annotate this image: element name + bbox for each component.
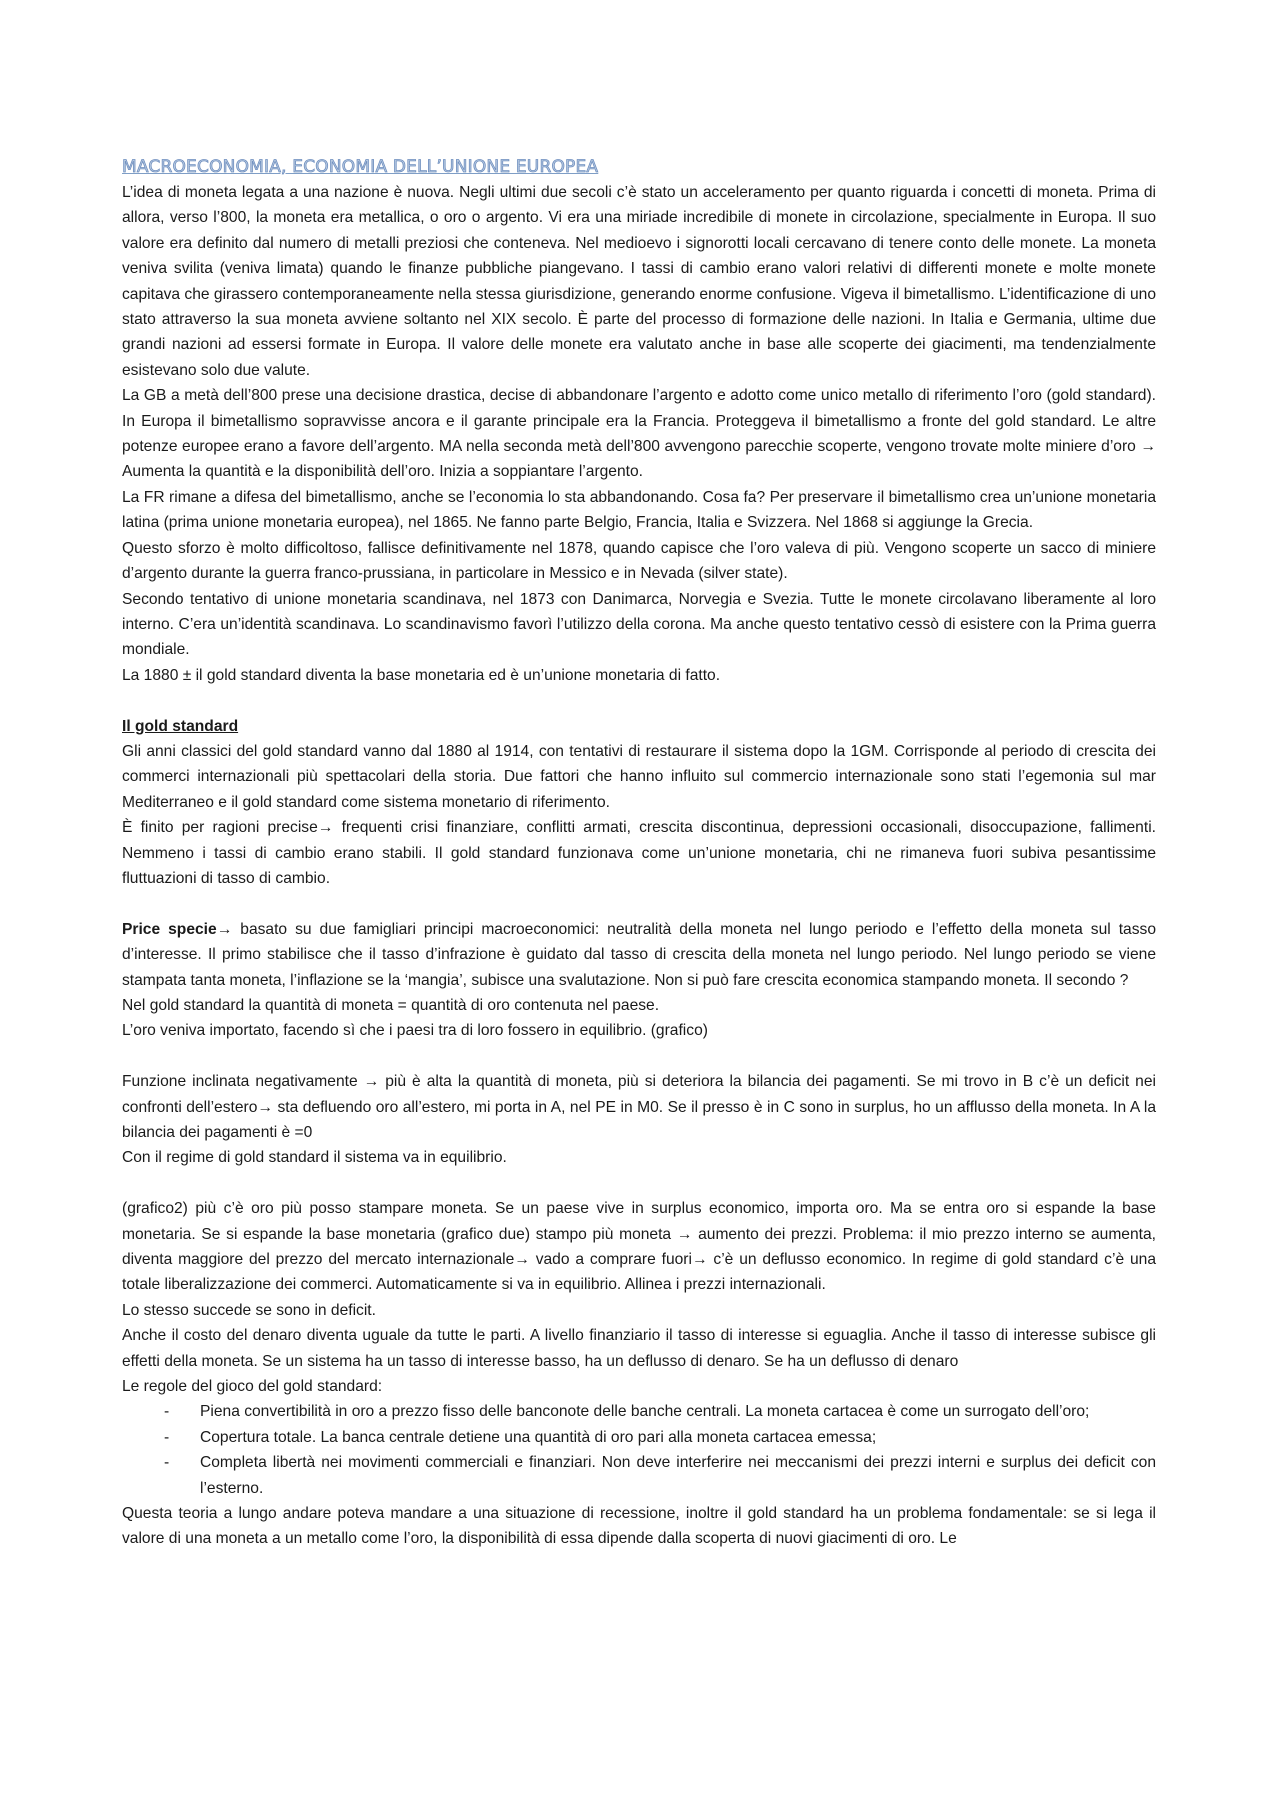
section-heading: Il gold standard xyxy=(122,717,239,735)
spacer xyxy=(122,1171,1156,1196)
list-item: - Completa libertà nei movimenti commerciali e finanziari. Non deve interferire nei meccanismi dei prezzi interni e surplus dei deficit con l’esterno. xyxy=(122,1450,1156,1501)
intro-paragraph: La 1880 ± il gold standard diventa la base monetaria ed è un’unione monetaria di fatto. xyxy=(122,666,721,684)
section-paragraph: Anche il costo del denaro diventa uguale da tutte le parti. A livello finanziario il tasso di interesse si eguaglia. Anche il tasso di interesse subisce gli effetti della moneta. Se un sistema ha un tasso di interesse basso, ha un deflusso di denaro. Se ha un deflusso di denaro xyxy=(122,1327,1156,1370)
section-paragraph: Gli anni classici del gold standard vanno dal 1880 al 1914, con tentativi di restaurare il sistema dopo la 1GM. Corrisponde al periodo di crescita dei commerci internazionali più spettacolari della storia. Due fattori che hanno influito sul commercio internazionale sono stati l’egemonia sul mar Mediterraneo e il gold standard come sistema monetario di riferimento. xyxy=(122,742,1156,811)
intro-paragraph: La FR rimane a difesa del bimetallismo, anche se l’economia lo sta abbandonando. Cosa fa? Per preservare il bimetallismo crea un’unione monetaria latina (prima unione monetaria europea), nel 1865. Ne fanno parte Belgio, Francia, Italia e Svizzera. Nel 1868 si aggiunge la Grecia. xyxy=(122,488,1156,532)
intro-paragraph: La GB a metà dell’800 prese una decisione drastica, decise di abbandonare l’argento e adotto come unico metallo di riferimento l’oro (gold standard). In Europa il bimetallismo sopravvisse ancora e il garante principale era la Francia. Proteggeva il bimetallismo a fronte del gold standard. Le altre potenze europee erano a favore dell’argento. MA nella seconda metà dell’800 avvengono parecchie scoperte, vengono trovate molte miniere d’oro → Aumenta la quantità e la disponibilità dell’oro. Inizia a soppiantare l’argento. xyxy=(122,387,1156,481)
spacer xyxy=(122,1044,1156,1069)
price-specie-paragraph xyxy=(122,917,1156,993)
price-specie-section xyxy=(122,917,1156,1044)
gold-standard-section xyxy=(122,714,1156,892)
list-item: - Piena convertibilità in oro a prezzo fisso delle banconote delle banche centrali. La moneta cartacea è come un surrogato dell’oro; xyxy=(122,1399,1156,1424)
spacer xyxy=(122,688,1156,713)
intro-section xyxy=(122,180,1156,688)
document-page xyxy=(122,154,1156,1552)
price-specie-text: → basato su due famigliari principi macroeconomici: neutralità della moneta nel lungo periodo e l’effetto della moneta sul tasso d’interesse. Il primo stabilisce che il tasso d’infrazione è guidato dal tasso di crescita della moneta nel lungo periodo. Nel lungo periodo se viene stampata tanta moneta, l’inflazione se la ‘mangia’, subisce una svalutazione. Non si può fare crescita economica stampando moneta. Il secondo ? xyxy=(122,920,1156,989)
document-title: MACROECONOMIA, ECONOMIA DELL’UNIONE EUROPEA xyxy=(122,157,599,177)
intro-paragraph: L’idea di moneta legata a una nazione è nuova. Negli ultimi due secoli c’è stato un acceleramento per quanto riguarda i concetti di moneta. Prima di allora, verso l’800, la moneta era metallica, o oro o argento. Vi era una miriade incredibile di monete in circolazione, specialmente in Europa. Il suo valore era definito dal numero di metalli preziosi che conteneva. Nel medioevo i signorotti locali cercavano di tenere conto delle monete. La moneta veniva svilita (veniva limata) quando le finanze pubbliche piangevano. I tassi di cambio erano valori relativi di differenti monete e molte monete capitava che girassero contemporaneamente nella stessa giurisdizione, generando enorme confusione. Vigeva il bimetallismo. L’identificazione di uno stato attraverso la sua moneta avviene soltanto nel XIX secolo. È parte del processo di formazione delle nazioni. In Italia e Germania, ultime due grandi nazioni ad essersi formate in Europa. Il valore delle monete era valutato anche in base alle scoperte dei giacimenti, ma tendenzialmente esistevano solo due valute. xyxy=(122,184,1156,379)
closing-paragraph: Questa teoria a lungo andare poteva mandare a una situazione di recessione, inoltre il gold standard ha un problema fondamentale: se si lega il valore di una moneta a un metallo come l’oro, la disponibilità di essa dipende dalla scoperta di nuovi giacimenti di oro. Le xyxy=(122,1505,1156,1548)
price-specie-label: Price specie xyxy=(122,920,217,938)
section-paragraph: (grafico2) più c’è oro più posso stampare moneta. Se un paese vive in surplus economico, importa oro. Ma se entra oro si espande la base monetaria. Se si espande la base monetaria (grafico due) stampo più moneta → aumento dei prezzi. Problema: il mio prezzo interno se aumenta, diventa maggiore del prezzo del mercato internazionale→ vado a comprare fuori→ c’è un deflusso economico. In regime di gold standard c’è una totale liberalizzazione dei commerci. Automaticamente si va in equilibrio. Allinea i prezzi internazionali. xyxy=(122,1200,1156,1294)
list-item: - Copertura totale. La banca centrale detiene una quantità di oro pari alla moneta cartacea emessa; xyxy=(122,1425,1156,1450)
section-paragraph: Lo stesso succede se sono in deficit. xyxy=(122,1301,376,1319)
section-paragraph: Con il regime di gold standard il sistema va in equilibrio. xyxy=(122,1149,507,1167)
funzione-section xyxy=(122,1069,1156,1171)
intro-paragraph: Questo sforzo è molto difficoltoso, fallisce definitivamente nel 1878, quando capisce che l’oro valeva di più. Vengono scoperte un sacco di miniere d’argento durante la guerra franco-prussiana, in particolare in Messico e in Nevada (silver state). xyxy=(122,539,1156,583)
section-paragraph: È finito per ragioni precise→ frequenti crisi finanziare, conflitti armati, crescita discontinua, depressioni occasionali, disoccupazione, fallimenti. Nemmeno i tassi di cambio erano stabili. Il gold standard funzionava come un’unione monetaria, chi ne rimaneva fuori subiva pesantissime fluttuazioni di tasso di cambio. xyxy=(122,819,1156,887)
section-paragraph: Le regole del gioco del gold standard: xyxy=(122,1378,383,1396)
grafico2-section xyxy=(122,1196,1156,1552)
spacer xyxy=(122,891,1156,916)
section-paragraph: Funzione inclinata negativamente → più è alta la quantità di moneta, più si deteriora la bilancia dei pagamenti. Se mi trovo in B c’è un deficit nei confronti dell’estero→ sta defluendo oro all’estero, mi porta in A, nel PE in M0. Se il presso è in C sono in surplus, ho un afflusso della moneta. In A la bilancia dei pagamenti è =0 xyxy=(122,1073,1156,1141)
section-line: L’oro veniva importato, facendo sì che i paesi tra di loro fossero in equilibrio. (grafico) xyxy=(122,1022,708,1040)
section-line: Nel gold standard la quantità di moneta = quantità di oro contenuta nel paese. xyxy=(122,996,660,1014)
rules-list xyxy=(122,1399,1156,1501)
intro-paragraph: Secondo tentativo di unione monetaria scandinava, nel 1873 con Danimarca, Norvegia e Svezia. Tutte le monete circolavano liberamente al loro interno. C’era un’identità scandinava. Lo scandinavismo favorì l’utilizzo della corona. Ma anche questo tentativo cessò di esistere con la Prima guerra mondiale. xyxy=(122,590,1156,659)
